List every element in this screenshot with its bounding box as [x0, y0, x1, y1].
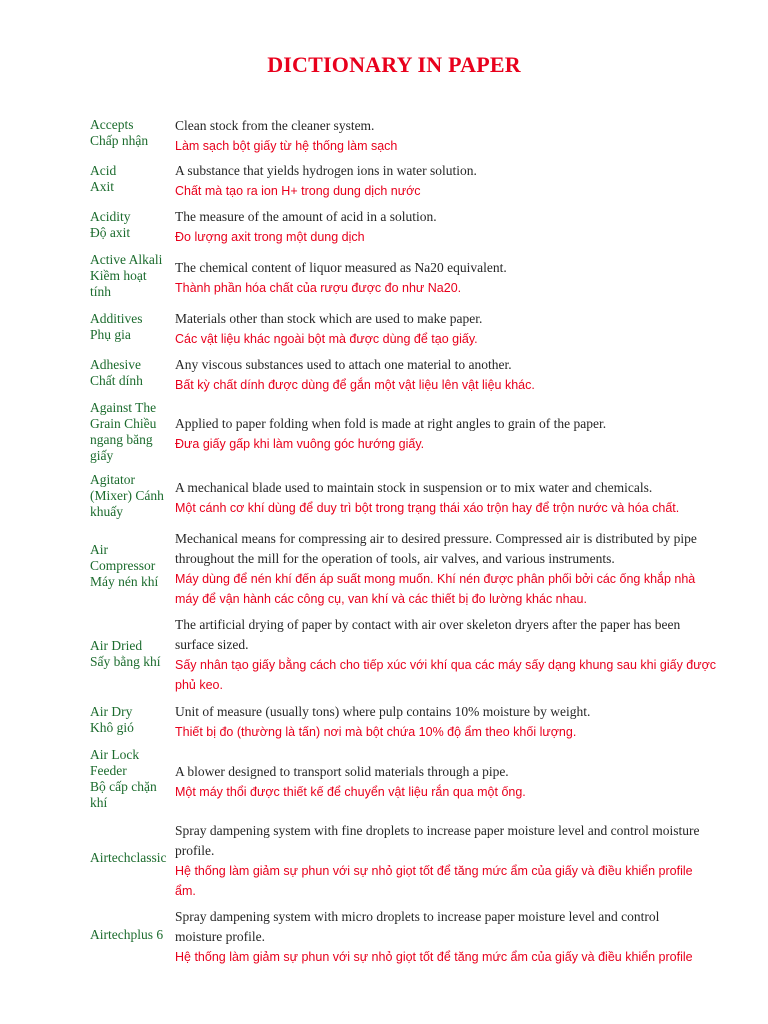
definition-vietnamese: Hệ thống làm giảm sự phun với sự nhỏ giọt tốt để tăng mức ẩm của giấy và điều khiển profile — [175, 864, 693, 878]
term-vietnamese: Phụ gia — [90, 327, 131, 342]
entry-term — [90, 311, 172, 343]
entry-definition — [175, 161, 720, 201]
entry-definition — [175, 702, 720, 742]
entry-term — [90, 472, 172, 520]
definition-vietnamese: Một máy thổi được thiết kế để chuyển vật liệu rắn qua một ống. — [175, 785, 526, 799]
term-english: Grain Chiều — [90, 416, 157, 431]
entry-term — [90, 117, 172, 149]
page-title: DICTIONARY IN PAPER — [267, 52, 521, 77]
term-vietnamese: Chấp nhận — [90, 133, 149, 148]
definition-vietnamese: Sấy nhân tạo giấy bằng cách cho tiếp xúc với khí qua các máy sấy dạng khung sau khi giấy được — [175, 658, 717, 672]
term-vietnamese: tính — [90, 284, 112, 299]
entry-definition — [175, 478, 720, 518]
entry-term — [90, 357, 172, 389]
definition-vietnamese: Chất mà tạo ra ion H+ trong dung dịch nước — [175, 184, 421, 198]
entry-term — [90, 209, 172, 241]
definition-english: Clean stock from the cleaner system. — [175, 118, 375, 133]
definition-english: Spray dampening system with fine droplets to increase paper moisture level and control moisture — [175, 823, 700, 838]
entry-term — [90, 163, 172, 195]
term-english: Acidity — [90, 209, 131, 224]
definition-vietnamese: Thành phần hóa chất của rượu được đo như Na20. — [175, 281, 462, 295]
term-vietnamese: Khô gió — [90, 720, 134, 735]
term-english: Air Lock — [90, 747, 140, 762]
definition-english: The artificial drying of paper by contact with air over skeleton dryers after the paper has been — [175, 617, 681, 632]
term-english: Adhesive — [90, 357, 141, 372]
definition-english: moisture profile. — [175, 929, 265, 944]
definition-english: Mechanical means for compressing air to desired pressure. Compressed air is distributed by pipe — [175, 531, 697, 546]
definition-english: Applied to paper folding when fold is made at right angles to grain of the paper. — [175, 416, 607, 431]
term-english: Airtechplus 6 — [90, 927, 164, 942]
definition-vietnamese: phủ keo. — [175, 678, 223, 692]
entry-definition — [175, 821, 720, 901]
term-vietnamese: Độ axit — [90, 225, 131, 240]
entry-definition — [175, 116, 720, 156]
term-english: Accepts — [90, 117, 134, 132]
term-english: Air — [90, 542, 108, 557]
term-english: Airtechclassic — [90, 850, 167, 865]
term-vietnamese: khí — [90, 795, 108, 810]
term-english: (Mixer) Cánh — [90, 488, 164, 503]
definition-english: profile. — [175, 843, 215, 858]
term-vietnamese: Máy nén khí — [90, 574, 159, 589]
term-english: Air Dried — [90, 638, 143, 653]
term-vietnamese: ngang băng — [90, 432, 153, 447]
definition-english: The measure of the amount of acid in a solution. — [175, 209, 437, 224]
definition-vietnamese: máy để vận hành các công cụ, van khí và các thiết bị đo lường khác nhau. — [175, 592, 587, 606]
definition-english: A mechanical blade used to maintain stock in suspension or to mix water and chemicals. — [175, 480, 653, 495]
term-english: Feeder — [90, 763, 127, 778]
definition-english: A substance that yields hydrogen ions in water solution. — [175, 163, 477, 178]
term-english: Additives — [90, 311, 143, 326]
definition-vietnamese: ẩm. — [175, 884, 196, 898]
entry-term — [90, 704, 172, 736]
term-vietnamese: Kiềm hoạt — [90, 268, 147, 283]
definition-vietnamese: Thiết bị đo (thường là tấn) nơi mà bột chứa 10% độ ẩm theo khối lượng. — [175, 725, 577, 739]
definition-vietnamese: Bất kỳ chất dính được dùng để gắn một vật liệu lên vật liệu khác. — [175, 378, 535, 392]
definition-english: A blower designed to transport solid materials through a pipe. — [175, 764, 509, 779]
entry-term — [90, 400, 172, 464]
entry-definition — [175, 309, 720, 349]
definition-vietnamese: Các vật liệu khác ngoài bột mà được dùng để tạo giấy. — [175, 332, 478, 346]
term-english: Air Dry — [90, 704, 133, 719]
definition-vietnamese: Một cánh cơ khí dùng để duy trì bột trong trạng thái xáo trộn hay để trộn nước và hóa chất. — [175, 501, 680, 515]
term-vietnamese: Axit — [90, 179, 115, 194]
term-english: Active Alkali — [90, 252, 163, 267]
term-english: Acid — [90, 163, 117, 178]
term-vietnamese: Bộ cấp chặn — [90, 779, 157, 794]
entry-definition — [175, 907, 720, 967]
definition-vietnamese: Đo lượng axit trong một dung dịch — [175, 230, 365, 244]
entry-term — [90, 252, 172, 300]
definition-english: Any viscous substances used to attach one material to another. — [175, 357, 512, 372]
definition-english: Materials other than stock which are used to make paper. — [175, 311, 483, 326]
definition-english: surface sized. — [175, 637, 249, 652]
definition-vietnamese: Đưa giấy gấp khi làm vuông góc hướng giấy. — [175, 437, 425, 451]
entry-definition — [175, 529, 720, 609]
definition-vietnamese: Máy dùng để nén khí đến áp suất mong muốn. Khí nén được phân phối bởi các ống khắp nhà — [175, 572, 696, 586]
definition-english: The chemical content of liquor measured as Na20 equivalent. — [175, 260, 507, 275]
term-vietnamese: Chất dính — [90, 373, 143, 388]
term-vietnamese: khuấy — [90, 504, 123, 519]
entry-definition — [175, 762, 720, 802]
term-vietnamese: Sấy bằng khí — [90, 654, 161, 669]
definition-english: throughout the mill for the operation of tools, air valves, and various instruments. — [175, 551, 615, 566]
entry-term — [90, 850, 172, 866]
definition-vietnamese: Làm sạch bột giấy từ hệ thống làm sạch — [175, 139, 398, 153]
entry-term — [90, 542, 172, 590]
entry-definition — [175, 355, 720, 395]
definition-english: Spray dampening system with micro droplets to increase paper moisture level and control — [175, 909, 660, 924]
entry-definition — [175, 414, 720, 454]
entry-definition — [175, 207, 720, 247]
entry-term — [90, 747, 172, 811]
term-english: Against The — [90, 400, 157, 415]
entry-term — [90, 638, 172, 670]
definition-vietnamese: Hệ thống làm giảm sự phun với sự nhỏ giọt tốt để tăng mức ẩm của giấy và điều khiển profile — [175, 950, 693, 964]
term-vietnamese: giấy — [90, 448, 114, 463]
entry-definition — [175, 258, 720, 298]
term-english: Compressor — [90, 558, 156, 573]
entry-definition — [175, 615, 720, 695]
term-english: Agitator — [90, 472, 135, 487]
definition-english: Unit of measure (usually tons) where pulp contains 10% moisture by weight. — [175, 704, 591, 719]
entry-term — [90, 927, 172, 943]
